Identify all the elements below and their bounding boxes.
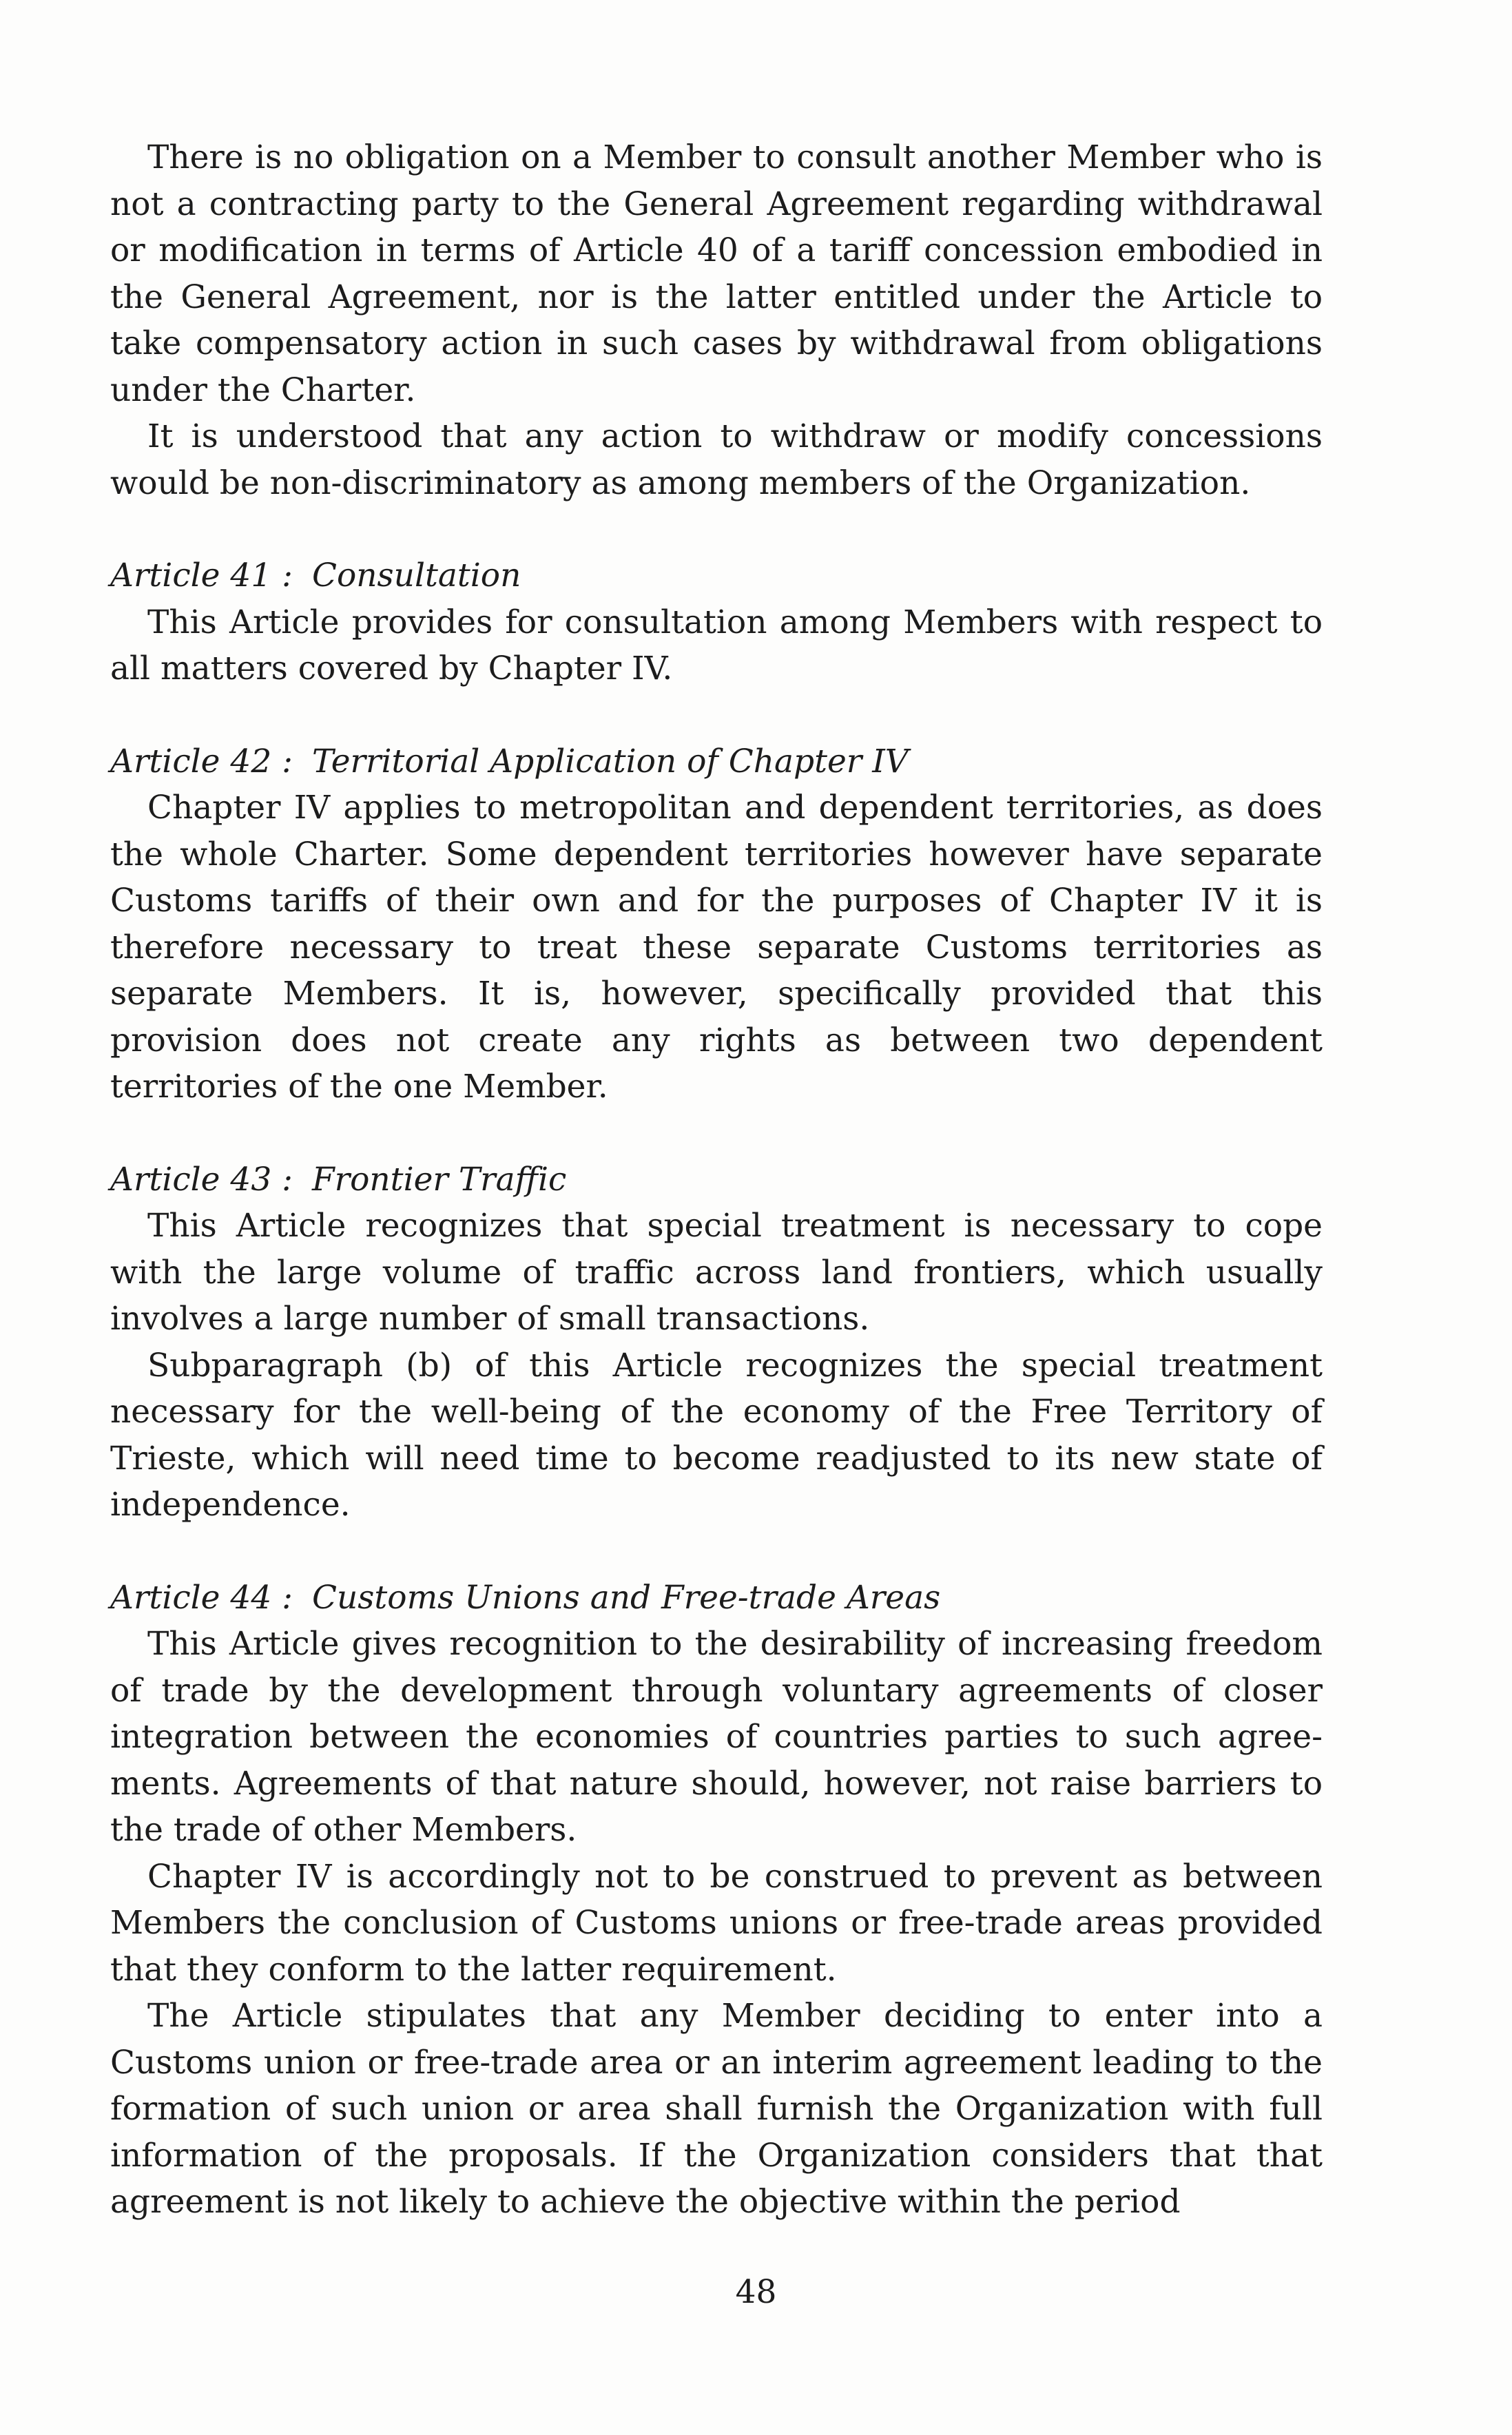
paragraph: This Article provides for consultation among Members with respect to all matters covered by Chapter IV.: [110, 603, 1323, 687]
article-title: Consultation: [312, 557, 521, 594]
paragraph: Chapter IV applies to metropolitan and dependent territories, as does the whole Charter. Some dependent territories however have separate Customs tariffs of their own and for the purposes of Chapter IV it is therefore necessary to treat these separate Customs territories as separate Members. It is, however, specifically provided that this provision does not create any rights as between two dependent territories of the one Member.: [110, 789, 1323, 1106]
paragraph: This Article recognizes that special treatment is necessary to cope with the large volume of traffic across land frontiers, which usually involves a large number of small transactions.: [110, 1207, 1323, 1338]
paragraph: This Article gives recognition to the desirability of increasing freedom of trade by the development through voluntary agreements of closer integration between the economies of countries parties to such agreements. Agreements of that nature should, however, not raise barriers to the trade of other Members.: [110, 1625, 1323, 1849]
body-text: [110, 134, 1323, 2226]
article-label: Article 44 :: [110, 1578, 293, 1617]
article-title: Frontier Traffic: [312, 1160, 567, 1199]
paragraph: Chapter IV is accordingly not to be construed to prevent as between Members the conclusion of Customs unions or free-trade areas provided that they conform to the latter requirement.: [110, 1857, 1323, 1989]
article-title: Customs Unions and Free-trade Areas: [312, 1578, 941, 1617]
article-label: Article 42 :: [110, 742, 293, 780]
article-44-heading: [110, 1575, 1323, 1621]
paragraph: Subparagraph (b) of this Article recognizes the special treatment necessary for the well-being of the economy of the Free Territory of Trieste, which will need time to become readjusted to its new state of independence.: [110, 1346, 1323, 1524]
paragraph: The Article stipulates that any Member deciding to enter into a Customs union or free-trade area or an interim agreement leading to the formation of such union or area shall furnish the Organization with full information of the proposals. If the Organization considers that that agreement is not likely to achieve the objective within the period: [110, 1997, 1323, 2221]
article-43-heading: [110, 1157, 1323, 1203]
article-label: Article 41 :: [110, 557, 293, 594]
article-title: Territorial Application of Chapter IV: [312, 742, 909, 780]
article-41-heading: [110, 552, 1323, 599]
paragraph: There is no obligation on a Member to consult another Member who is not a contracting party to the General Agreement regarding withdrawal or modification in terms of Article 40 of a tariff concession embodied in the General Agreement, nor is the latter entitled under the Article to take compensatory action in such cases by withdrawal from obligations under the Charter.: [110, 138, 1323, 409]
page-number: 48: [735, 2273, 777, 2311]
article-42-heading: [110, 738, 1323, 785]
paragraph: It is understood that any action to withdraw or modify concessions would be non-discriminatory as among members of the Organization.: [110, 417, 1323, 502]
article-label: Article 43 :: [110, 1160, 293, 1199]
